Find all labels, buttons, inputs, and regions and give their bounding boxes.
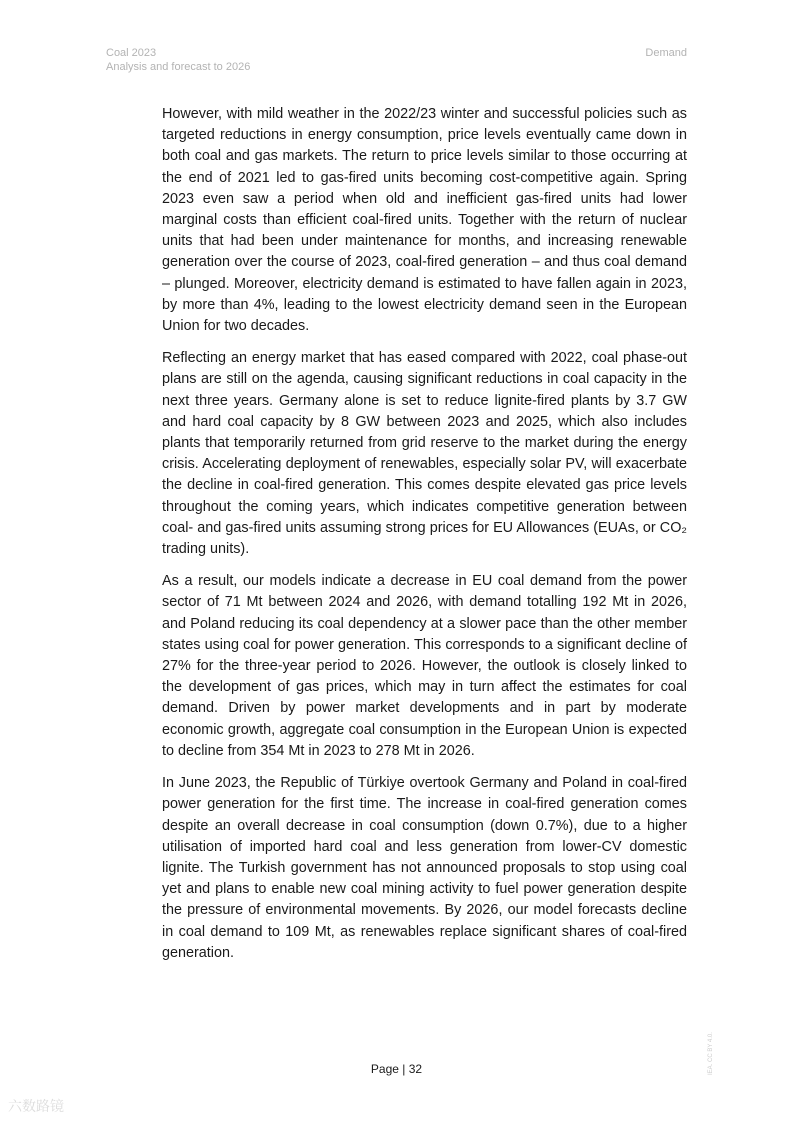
section-title: Demand xyxy=(645,47,687,59)
watermark: 六数路镜 xyxy=(8,1098,64,1114)
page-number: Page | 32 xyxy=(370,1062,423,1076)
body-text xyxy=(162,104,687,975)
paragraph-2: Reflecting an energy market that has eased compared with 2022, coal phase-out plans are still on the agenda, causing significant reductions in coal capacity in the next three years. Germany alone is set to reduce lignite-fired plants by 3.7 GW and hard coal capacity by 8 GW between 2023 and 2025, which also includes plants that temporarily returned from grid reserve to the market during the energy crisis. Accelerating deployment of renewables, especially solar PV, will exacerbate the decline in coal-fired generation. This comes despite elevated gas price levels throughout the coming years, which indicates competitive generation between coal- and gas-fired units assuming strong prices for EU Allowances (EUAs, or CO₂ trading units). xyxy=(162,350,687,558)
paragraph-1: However, with mild weather in the 2022/23 winter and successful policies such as targeted reductions in energy consumption, price levels eventually came down in both coal and gas markets. The return to price levels similar to those occurring at the end of 2021 led to gas-fired units becoming cost-competitive again. Spring 2023 even saw a period when old and inefficient gas-fired units had lower marginal costs than efficient coal-fired units. Together with the return of nuclear units that had been under maintenance for months, and increasing renewable generation over the course of 2023, coal-fired generation – and thus coal demand – plunged. Moreover, electricity demand is estimated to have fallen again in 2023, by more than 4%, leading to the lowest electricity demand seen in the European Union for two decades. xyxy=(162,106,687,335)
running-header xyxy=(106,46,250,74)
report-subtitle: Analysis and forecast to 2026 xyxy=(106,61,251,73)
paragraph-3: As a result, our models indicate a decrease in EU coal demand from the power sector of 71 Mt between 2024 and 2026, with demand totalling 192 Mt in 2026, and Poland reducing its coal dependency at a slower pace than the other member states using coal for power generation. This corresponds to a significant decline of 27% for the three-year period to 2026. However, the outlook is closely linked to the development of gas prices, which may in turn affect the estimates for coal demand. Driven by power market developments and in part by moderate economic growth, aggregate coal consumption in the European Union is expected to decline from 354 Mt in 2023 to 278 Mt in 2026. xyxy=(162,573,687,759)
report-title: Coal 2023 xyxy=(106,47,157,59)
paragraph-4: In June 2023, the Republic of Türkiye overtook Germany and Poland in coal-fired power generation for the first time. The increase in coal-fired generation comes despite an overall decrease in coal consumption (down 0.7%), due to a higher utilisation of imported hard coal and less generation from lower-CV domestic lignite. The Turkish government has not announced proposals to stop using coal yet and plans to enable new coal mining activity to fuel power generation despite the pressure of environmental movements. By 2026, our model forecasts decline in coal demand to 109 Mt, as renewables replace significant shares of coal-fired generation. xyxy=(162,775,687,961)
license-note: IEA. CC BY 4.0. xyxy=(708,1032,714,1075)
